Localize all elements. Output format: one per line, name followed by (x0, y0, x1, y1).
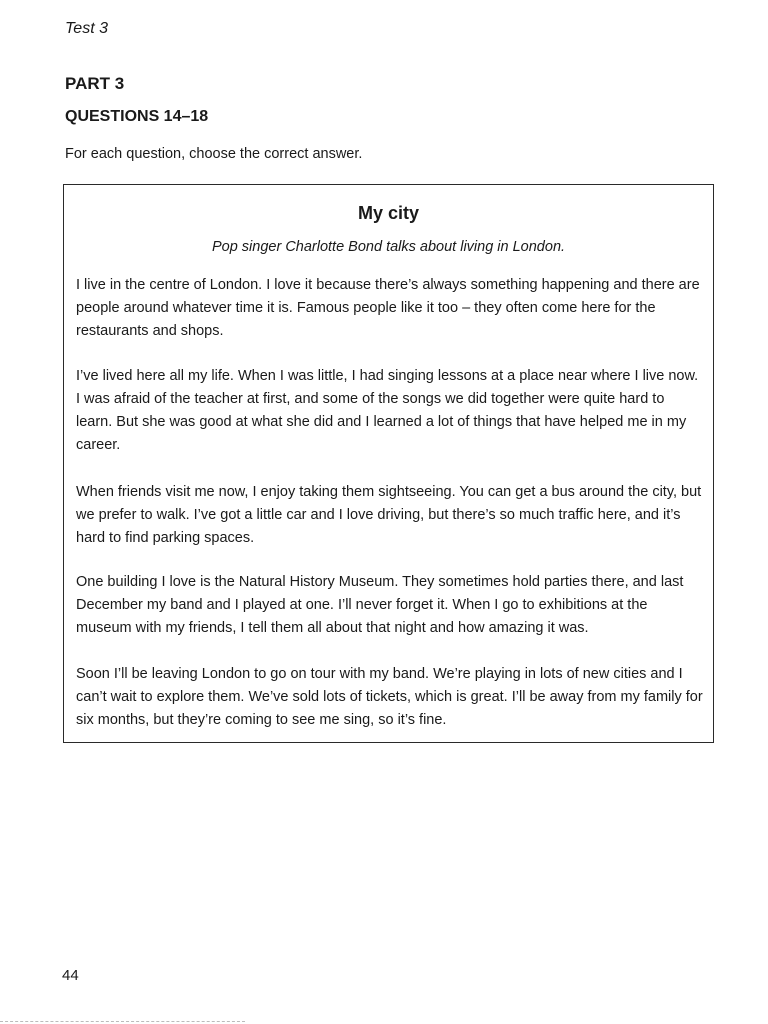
article-paragraph: One building I love is the Natural History Museum. They sometimes hold parties there, and last December my band and I played at one. I’ll never forget it. When I go to exhibitions at the museum with my friends, I tell them all about that night and how amazing it was. (76, 574, 684, 636)
article-paragraph: Soon I’ll be leaving London to go on tour with my band. We’re playing in lots of new cities and I can’t wait to explore them. We’ve sold lots of tickets, which is great. I’ll be away from my family for six months, but they’re coming to see me sing, so it’s fine. (76, 666, 703, 728)
article-subtitle: Pop singer Charlotte Bond talks about living in London. (211, 239, 566, 255)
article-paragraph: When friends visit me now, I enjoy taking them sightseeing. You can get a bus around the city, but we prefer to walk. I’ve got a little car and I love driving, but there’s so much traffic here, and it’s hard to find parking spaces. (76, 484, 702, 546)
part-heading: PART 3 (65, 74, 125, 93)
page-number: 44 (62, 967, 79, 984)
questions-heading: QUESTIONS 14–18 (65, 108, 209, 125)
article-box (63, 184, 714, 743)
instruction-text: For each question, choose the correct answer. (65, 146, 363, 162)
article-paragraph: I live in the centre of London. I love it because there’s always something happening and there are people around whatever time it is. Famous people like it too – they often come here for the restaurants and shops. (76, 277, 700, 339)
page-bottom-edge (0, 1021, 245, 1022)
test-label: Test 3 (65, 20, 108, 37)
article-paragraph: I’ve lived here all my life. When I was little, I had singing lessons at a place near where I live now. I was afraid of the teacher at first, and some of the songs we did together were quite hard to learn. But she was good at what she did and I learned a lot of things that have helped me in my career. (76, 368, 699, 453)
article-title: My city (357, 203, 420, 223)
